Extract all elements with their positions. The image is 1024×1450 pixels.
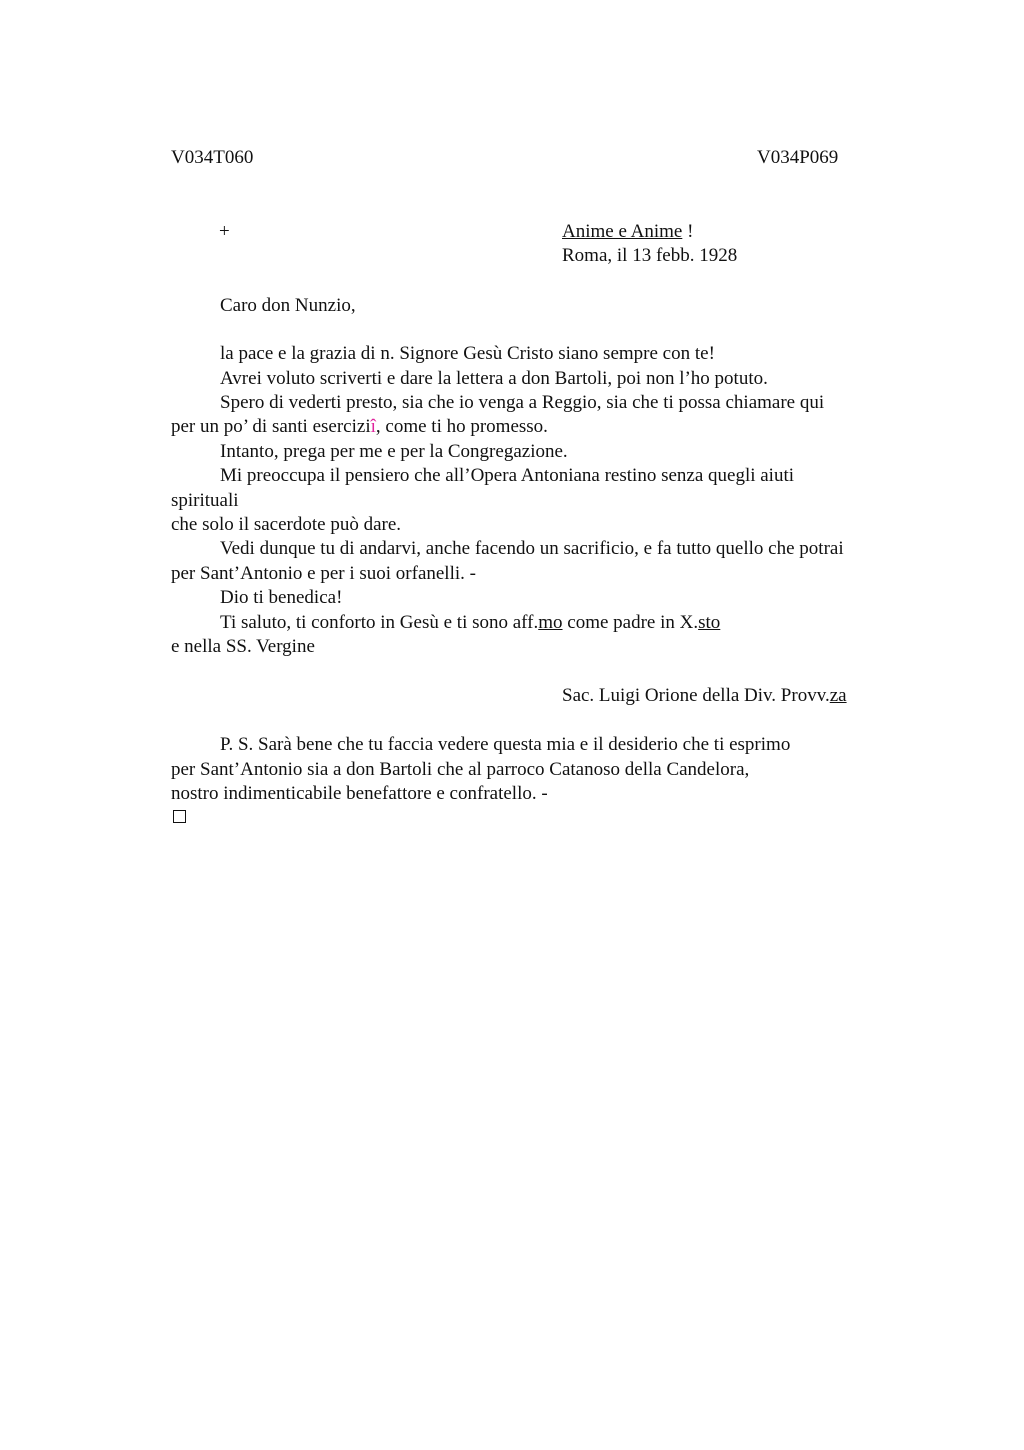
body-line [220,611,720,635]
body-line: Dio ti benedica! [220,587,343,608]
document-code-right: V034P069 [757,147,839,168]
body-line-text: come padre in X. [562,612,699,633]
signature [562,684,847,708]
body-line: che solo il sacerdote può dare. [171,514,402,535]
postscript-line: P. S. Sarà bene che tu faccia vedere questa mia e il desiderio che ti esprimo [220,734,791,755]
motto-suffix: ! [682,221,694,242]
signature-underlined: za [829,685,847,706]
body-line-text: per un po’ di santi esercizi [171,416,371,437]
body-line: Mi preoccupa il pensiero che all’Opera Antoniana restino senza quegli aiuti [220,465,795,486]
abbreviation-underlined: sto [698,612,721,633]
body-line [171,415,548,439]
body-line: Intanto, prega per me e per la Congregazione. [220,441,568,462]
body-line: la pace e la grazia di n. Signore Gesù Cristo siano sempre con te! [220,343,715,364]
cross-mark: + [219,221,230,242]
signature-text: Sac. Luigi Orione della Div. Provv. [562,685,830,706]
abbreviation-underlined: mo [538,612,563,633]
document-code-left: V034T060 [171,147,254,168]
body-line-text: , come ti ho promesso. [375,416,548,437]
correction-mark: î [370,416,376,437]
place-date: Roma, il 13 febb. 1928 [562,245,738,266]
postscript-line: nostro indimenticabile benefattore e confratello. - [171,783,548,804]
motto-underlined: Anime e Anime [562,221,683,242]
body-line: per Sant’Antonio e per i suoi orfanelli. - [171,563,476,584]
body-line: Avrei voluto scriverti e dare la lettera a don Bartoli, poi non l’ho potuto. [220,368,768,389]
body-line: spirituali [171,490,239,511]
body-line: Vedi dunque tu di andarvi, anche facendo un sacrificio, e fa tutto quello che potrai [220,538,844,559]
end-square-icon [173,810,186,823]
body-line-text: Ti saluto, ti conforto in Gesù e ti sono aff. [220,612,539,633]
salutation: Caro don Nunzio, [220,295,356,316]
body-line: Spero di vederti presto, sia che io venga a Reggio, sia che ti possa chiamare qui [220,392,825,413]
body-line: e nella SS. Vergine [171,636,315,657]
postscript-line: per Sant’Antonio sia a don Bartoli che al parroco Catanoso della Candelora, [171,759,750,780]
motto [562,220,693,244]
